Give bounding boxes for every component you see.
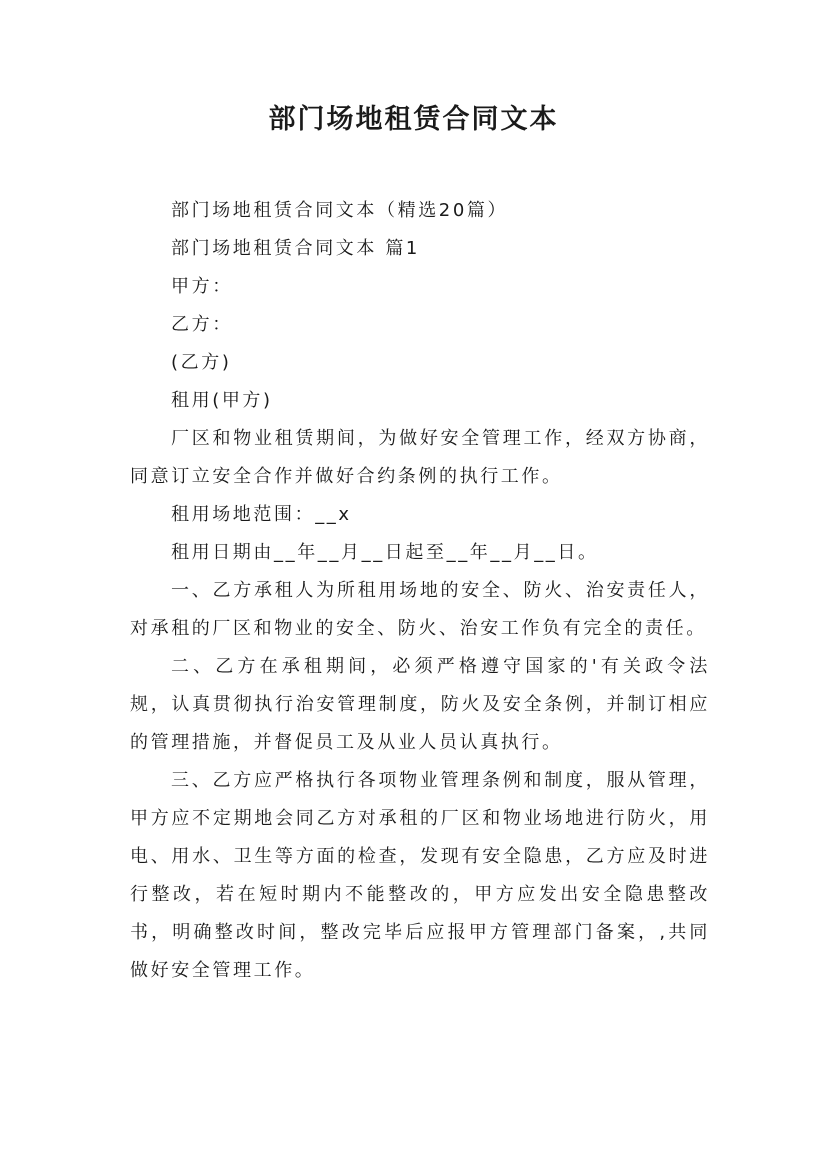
paragraph-party-a: 甲方： <box>171 276 233 297</box>
paragraph-clause-2: 二、乙方在承租期间，必须严格遵守国家的'有关政令法规，认真贯彻执行治安管理制度，防火及安全条例，并制订相应的管理措施，并督促员工及从业人员认真执行。 <box>130 656 710 753</box>
document-body <box>130 192 710 990</box>
paragraph-preamble: 厂区和物业租赁期间，为做好安全管理工作，经双方协商，同意订立安全合作并做好合约条例的执行工作。 <box>130 428 710 487</box>
paragraph-clause-3: 三、乙方应严格执行各项物业管理条例和制度，服从管理，甲方应不定期地会同乙方对承租的厂区和物业场地进行防火，用电、用水、卫生等方面的检查，发现有安全隐患，乙方应及时进行整改，若在短时期内不能整改的，甲方应发出安全隐患整改书，明确整改时间，整改完毕后应报甲方管理部门备案，,共同做好安全管理工作。 <box>130 770 710 981</box>
paragraph-section-heading: 部门场地租赁合同文本 篇1 <box>171 238 420 259</box>
paragraph-lessee-note: (乙方) <box>171 352 232 373</box>
paragraph-lessor-note: 租用(甲方) <box>171 390 273 411</box>
paragraph-party-b: 乙方： <box>171 314 233 335</box>
paragraph-term: 租用日期由__年__月__日起至__年__月__日。 <box>171 542 599 563</box>
document-title: 部门场地租赁合同文本 <box>268 104 559 135</box>
paragraph-clause-1: 一、乙方承租人为所租用场地的安全、防火、治安责任人，对承租的厂区和物业的安全、防火、治安工作负有完全的责任。 <box>130 580 710 639</box>
paragraph-scope: 租用场地范围：__x <box>171 504 352 525</box>
paragraph-subtitle: 部门场地租赁合同文本（精选20篇） <box>171 200 509 221</box>
